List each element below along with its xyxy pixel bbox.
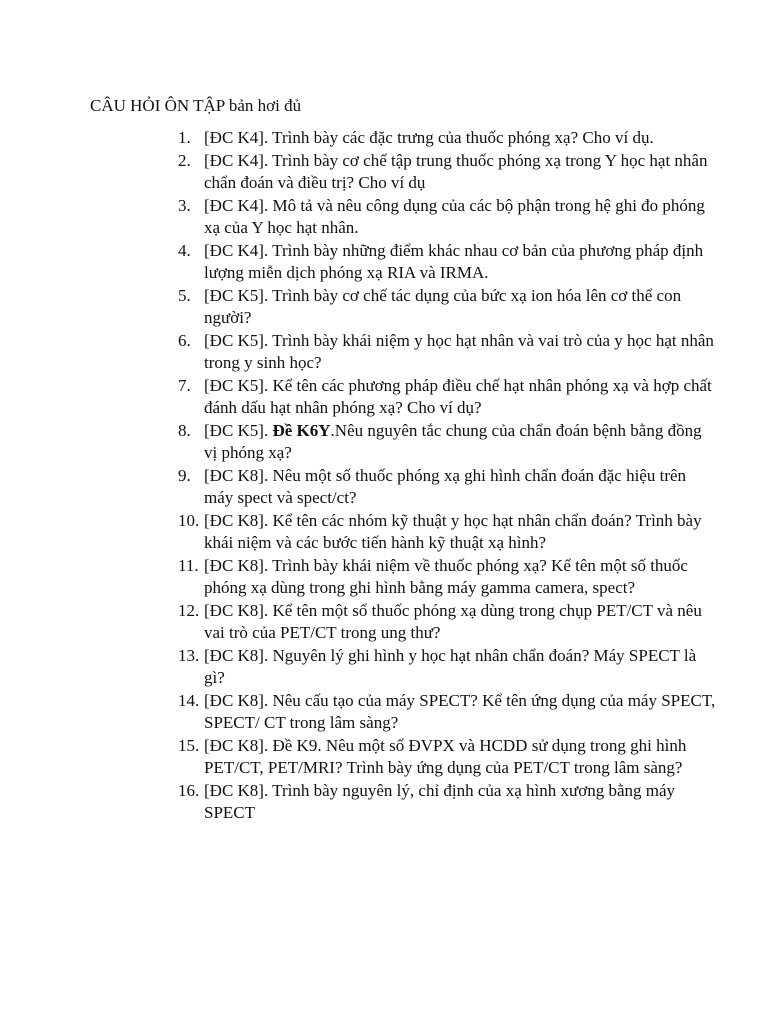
question-text: [ĐC K4]. Mô tả và nêu công dụng của các bộ phận trong hệ ghi đo phóng xạ của Y học hạt nhân. [204, 195, 705, 237]
question-item-3 [178, 195, 718, 240]
question-text: [ĐC K8]. Nguyên lý ghi hình y học hạt nhân chẩn đoán? Máy SPECT là gì? [204, 645, 697, 687]
question-number: 15. [178, 735, 200, 755]
question-number: 12. [178, 600, 200, 620]
question-number: 7. [178, 375, 191, 395]
question-item-5 [178, 285, 718, 330]
question-number: 1. [178, 128, 191, 147]
question-text: [ĐC K4]. Trình bày cơ chế tập trung thuốc phóng xạ trong Y học hạt nhân chẩn đoán và điều trị? Cho ví dụ [204, 150, 708, 192]
question-number: 9. [178, 465, 191, 485]
question-number: 16. [178, 780, 200, 800]
question-item-11 [178, 555, 718, 600]
question-text: [ĐC K8]. Nêu một số thuốc phóng xạ ghi hình chẩn đoán đặc hiệu trên máy spect và spect/ct? [204, 465, 687, 507]
question-text: [ĐC K8]. Kể tên các nhóm kỹ thuật y học hạt nhân chẩn đoán? Trình bày khái niệm và các bước tiến hành kỹ thuật xạ hình? [204, 510, 702, 552]
question-text: [ĐC K8]. Trình bày nguyên lý, chỉ định của xạ hình xương bằng máy SPECT [204, 780, 676, 822]
question-item-12 [178, 600, 718, 645]
question-text: [ĐC K5]. Trình bày khái niệm y học hạt nhân và vai trò của y học hạt nhân trong y sinh học? [204, 330, 714, 372]
question-prefix: [ĐC K5]. [204, 420, 273, 440]
question-item-1 [178, 127, 718, 150]
question-list [178, 127, 718, 825]
question-item-9 [178, 465, 718, 510]
question-text: [ĐC K5]. Trình bày cơ chế tác dụng của bức xạ ion hóa lên cơ thể con người? [204, 285, 682, 327]
question-item-13 [178, 645, 718, 690]
question-suffix: .Nêu nguyên tắc chung của chẩn đoán bệnh bằng đồng vị phóng xạ? [204, 420, 702, 462]
question-number: 11. [178, 555, 199, 575]
question-text: [ĐC K8]. Trình bày khái niệm về thuốc phóng xạ? Kể tên một số thuốc phóng xạ dùng trong ghi hình bằng máy gamma camera, spect? [204, 555, 688, 597]
question-item-2 [178, 150, 718, 195]
question-text [204, 420, 718, 465]
question-item-8 [178, 420, 718, 465]
question-text: [ĐC K8]. Kể tên một số thuốc phóng xạ dùng trong chụp PET/CT và nêu vai trò của PET/CT trong ung thư? [204, 600, 702, 642]
question-number: 14. [178, 690, 200, 710]
question-item-6 [178, 330, 718, 375]
question-number: 3. [178, 195, 191, 215]
question-number: 5. [178, 285, 191, 305]
question-item-14 [178, 690, 718, 735]
question-item-4 [178, 240, 718, 285]
question-text: [ĐC K5]. Kể tên các phương pháp điều chế hạt nhân phóng xạ và hợp chất đánh dấu hạt nhân phóng xạ? Cho ví dụ? [204, 375, 712, 417]
question-text: [ĐC K4]. Trình bày các đặc trưng của thuốc phóng xạ? Cho ví dụ. [204, 128, 654, 147]
document-title: CÂU HỎI ÔN TẬP bản hơi đủ [90, 96, 302, 115]
question-number: 2. [178, 150, 191, 170]
question-number: 4. [178, 240, 191, 260]
question-text: [ĐC K8]. Đề K9. Nêu một số ĐVPX và HCDD sử dụng trong ghi hình PET/CT, PET/MRI? Trình bày ứng dụng của PET/CT trong lâm sàng? [204, 735, 687, 777]
question-bold-label: Đề K6Y [272, 420, 331, 440]
question-item-16 [178, 780, 718, 825]
question-number: 8. [178, 420, 191, 440]
question-number: 13. [178, 645, 200, 665]
question-number: 6. [178, 330, 191, 350]
question-text: [ĐC K8]. Nêu cấu tạo của máy SPECT? Kể tên ứng dụng của máy SPECT, SPECT/ CT trong lâm sàng? [204, 690, 716, 732]
question-text: [ĐC K4]. Trình bày những điểm khác nhau cơ bản của phương pháp định lượng miễn dịch phóng xạ RIA và IRMA. [204, 240, 704, 282]
question-item-15 [178, 735, 718, 780]
question-item-10 [178, 510, 718, 555]
question-number: 10. [178, 510, 200, 530]
question-item-7 [178, 375, 718, 420]
